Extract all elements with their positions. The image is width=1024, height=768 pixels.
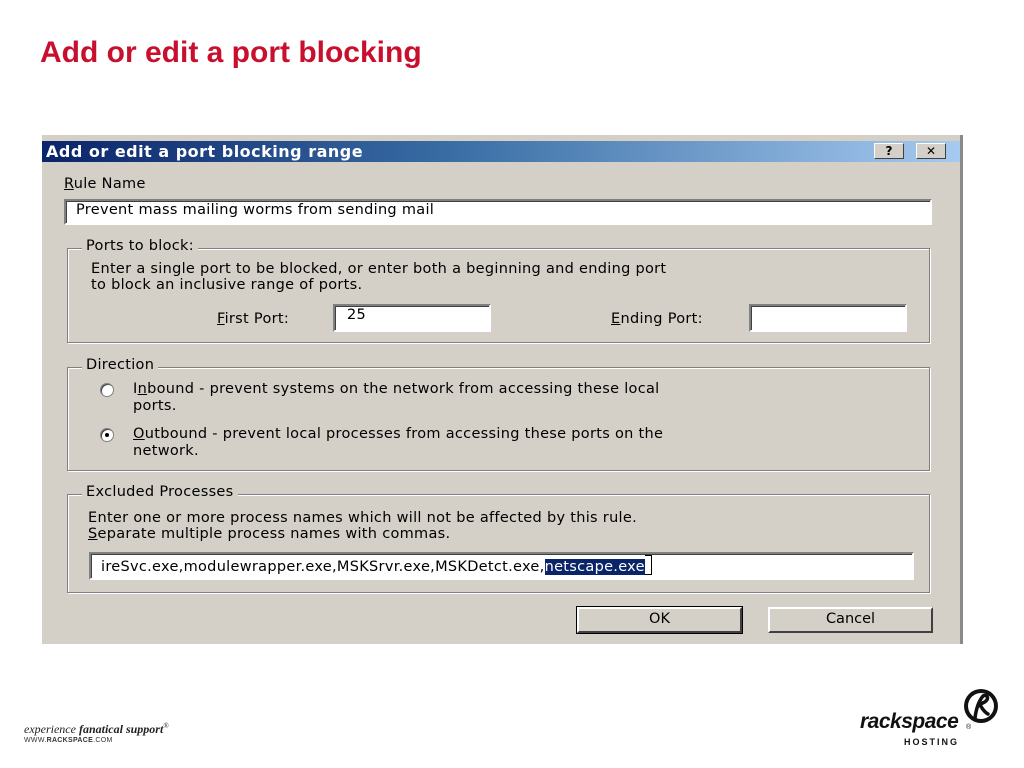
url-suffix: .COM [93,737,113,744]
radio-selected-dot [105,433,109,437]
footer-tagline-block [24,722,169,744]
direction-group [67,357,930,471]
access-key: n [137,381,148,397]
access-key: R [64,176,74,192]
inbound-label[interactable] [133,381,660,397]
excluded-legend: Excluded Processes [82,484,238,500]
ports-description-line2: to block an inclusive range of ports. [91,277,363,293]
inbound-label-line2: ports. [133,398,177,414]
rule-name-label [64,176,146,192]
inbound-radio[interactable] [100,383,114,397]
url-prefix: WWW. [24,737,47,744]
outbound-label[interactable] [133,426,663,442]
port-blocking-dialog [42,135,963,644]
access-key: S [88,526,98,542]
cancel-button[interactable]: Cancel [768,607,933,633]
first-port-input[interactable]: 25 [333,304,491,332]
label-text: eparate multiple process names with commas. [97,526,451,542]
close-icon: ✕ [925,144,937,158]
tagline-bold: fanatical support [78,722,164,736]
access-key: F [217,311,225,327]
dialog-titlebar[interactable] [42,141,960,162]
url-bold: RACKSPACE [46,737,94,744]
footer-tagline [24,722,169,737]
help-button[interactable]: ? [874,143,904,159]
first-port-label [217,311,289,327]
tagline-prefix: experience [24,722,79,736]
outbound-radio[interactable] [100,428,114,442]
access-key: O [133,426,145,442]
rule-name-input[interactable]: Prevent mass mailing worms from sending mail [64,199,932,225]
rackspace-mark-icon [962,684,1000,728]
label-text: bound - prevent systems on the network from accessing these local [147,381,660,397]
excluded-processes-input[interactable] [89,552,914,580]
ok-button[interactable]: OK [577,607,742,633]
footer-url[interactable] [24,737,169,744]
ports-group [67,238,930,343]
selected-text: netscape.exe [544,559,645,575]
outbound-label-line2: network. [133,443,199,459]
ports-description-line1: Enter a single port to be blocked, or enter both a beginning and ending port [91,261,667,277]
slide-title: Add or edit a port blocking [40,36,422,69]
input-text: ireSvc.exe,modulewrapper.exe,MSKSrvr.exe,MSKDetct.exe, [101,559,545,575]
logo-wordmark: rackspace [860,710,959,733]
label-text: irst Port: [224,311,290,327]
tagline-mark: ® [163,722,169,730]
logo-subtitle: HOSTING [904,737,960,747]
excluded-description-line1: Enter one or more process names which will not be affected by this rule. [88,510,638,526]
label-text: ule Name [73,176,146,192]
direction-legend: Direction [82,357,158,373]
rackspace-logo [860,684,980,750]
text-cursor [645,555,652,575]
label-text: nding Port: [620,311,703,327]
access-key: E [611,311,621,327]
label-text: utbound - prevent local processes from accessing these ports on the [144,426,664,442]
close-button[interactable] [916,143,946,159]
ending-port-input[interactable] [749,304,907,332]
ports-legend: Ports to block: [82,238,198,254]
excluded-description-line2 [88,526,450,542]
ending-port-label [611,311,703,327]
dialog-title: Add or edit a port blocking range [46,142,364,161]
logo-reg: ® [966,724,972,731]
label-text: I [133,381,138,397]
excluded-processes-group [67,484,930,593]
